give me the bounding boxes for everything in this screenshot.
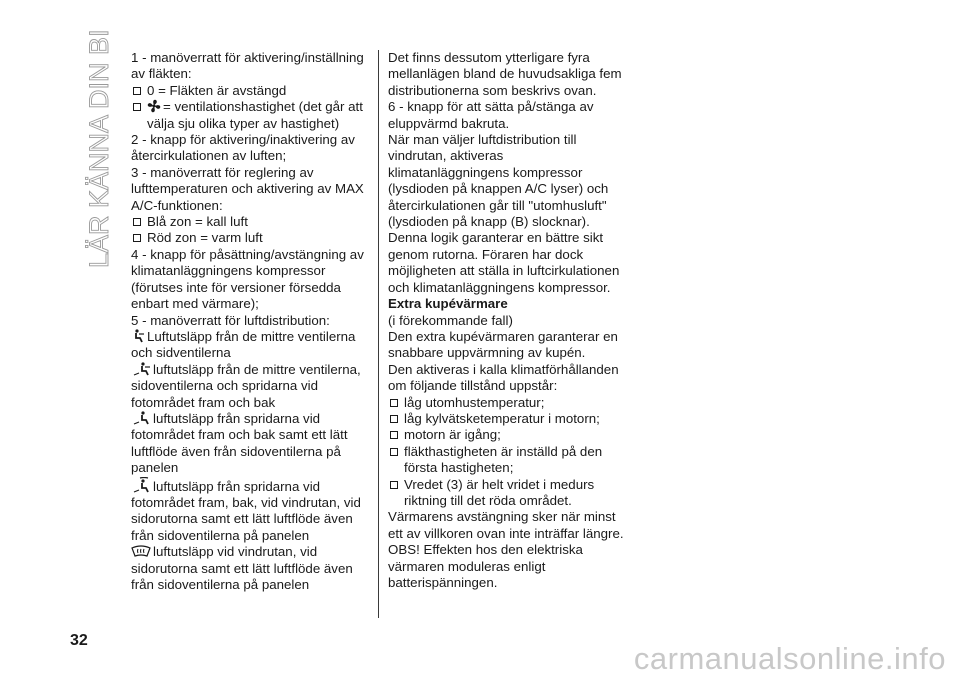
paragraph-rear-window-button: 6 - knapp för att sätta på/stänga av eluppvärmd bakruta. — [388, 99, 594, 131]
distribution-text: luftutsläpp vid vindrutan, vid sidorutorna samt ett lätt luftflöde även från sidoventilerna på panelen — [131, 544, 353, 592]
bullet-text: låg kylvätsketemperatur i motorn; — [404, 410, 600, 426]
paragraph-temperature-knob: 3 - manöverratt för reglering av lufttemperaturen och aktivering av MAX A/C-funktionen: — [131, 164, 364, 213]
chapter-side-tab-text: LÄR KÄNNA DIN BIL — [84, 28, 114, 268]
windshield-defrost-icon — [131, 545, 151, 558]
bullet-text: 0 = Fläkten är avstängd — [147, 82, 287, 98]
distribution-text: luftutsläpp från de mittre ventilerna, sidoventilerna och spridarna vid fotområdet fram och bak — [131, 361, 361, 410]
paragraph-compressor: 4 - knapp för påsättning/avstängning av klimatanläggningens kompressor (förutses inte för versioner försedda enbart med värmare); — [131, 246, 364, 312]
watermark-text: carmanualsonline.info — [633, 641, 946, 676]
distribution-face-feet — [131, 362, 371, 411]
paragraph-distribution-knob: 5 - manöverratt för luftdistribution: — [131, 312, 330, 328]
airflow-feet-icon — [131, 411, 151, 425]
paragraph-note-battery: OBS! Effekten hos den elektriska värmaren moduleras enligt batterispänningen. — [388, 542, 583, 590]
bullet-square-icon — [133, 87, 141, 95]
bullet-fan-off — [131, 83, 371, 99]
bullet-square-icon — [133, 218, 141, 226]
bullet-square-icon — [390, 431, 398, 439]
bullet-square-icon — [390, 448, 398, 456]
bullet-blue-zone — [131, 214, 371, 230]
bullet-square-icon — [390, 399, 398, 407]
paragraph-heater-conditions: Den aktiveras i kalla klimatförhållanden om följande tillstånd uppstår: — [388, 361, 619, 394]
paragraph-heater-description: Den extra kupévärmaren garanterar en snabbare uppvärmning av kupén. — [388, 328, 618, 361]
paragraph-windshield-logic: När man väljer luftdistribution till vindrutan, aktiveras klimatanläggningens kompressor (lysdioden på knappen A/C lyser) och återcirkulationen går till "utomhusluft" (lysdioden på knapp (B) slocknar). Denna logik garanterar en bättre sikt genom rutorna. Föraren har dock möjligheten att ställa in luftcirkulationen och klimatanläggningens kompressor. — [388, 132, 620, 295]
left-column — [131, 50, 371, 593]
bullet-square-icon — [390, 481, 398, 489]
bullet-text: låg utomhustemperatur; — [404, 394, 545, 410]
chapter-side-tab — [66, 28, 126, 268]
distribution-face-vents — [131, 329, 371, 362]
paragraph-recirculation: 2 - knapp för aktivering/inaktivering av återcirkulationen av luften; — [131, 132, 355, 164]
bullet-text: fläkthastigheten är inställd på den första hastigheten; — [404, 443, 603, 476]
distribution-feet — [131, 411, 371, 477]
paragraph-intermediate-positions: Det finns dessutom ytterligare fyra mellanlägen bland de huvudsakliga fem distributionerna som beskrivs ovan. — [388, 50, 622, 98]
paragraph-heater-shutoff: Värmarens avstängning sker när minst ett av villkoren ovan inte inträffar längre. — [388, 509, 624, 541]
bullet-condition — [388, 427, 628, 443]
right-column — [388, 50, 628, 591]
bullet-red-zone — [131, 230, 371, 246]
bullet-condition — [388, 411, 628, 427]
paragraph-fan-knob: 1 - manöverratt för aktivering/inställning av fläkten: — [131, 50, 364, 82]
bullet-text: Vredet (3) är helt vridet i medurs riktning till det röda området. — [404, 476, 595, 508]
bullet-text: motorn är igång; — [404, 427, 501, 443]
bullet-square-icon — [133, 103, 141, 111]
paragraph-if-equipped: (i förekommande fall) — [388, 312, 513, 328]
bullet-square-icon — [390, 415, 398, 423]
bullet-text: Röd zon = varm luft — [147, 230, 263, 246]
distribution-text: luftutsläpp från spridarna vid fotområdet fram, bak, vid vindrutan, vid sidorutorna samt ett lätt luftflöde även från sidoventilerna på panelen — [131, 478, 361, 543]
bullet-condition — [388, 477, 628, 510]
fan-icon — [147, 99, 161, 113]
column-divider — [378, 50, 379, 618]
distribution-text: luftutsläpp från spridarna vid fotområdet fram och bak samt ett lätt luftflöde även från sidoventilerna på panelen — [131, 410, 348, 476]
section-heading-extra-heater: Extra kupévärmare — [388, 296, 508, 312]
page-number: 32 — [70, 632, 88, 649]
bullet-square-icon — [133, 234, 141, 242]
distribution-feet-windshield — [131, 477, 371, 545]
bullet-text: = ventilationshastighet (det går att välja sju olika typer av hastighet) — [147, 99, 363, 131]
distribution-windshield — [131, 544, 371, 593]
bullet-fan-speed — [131, 99, 371, 132]
airflow-face-feet-icon — [131, 362, 151, 376]
airflow-face-icon — [131, 329, 145, 343]
bullet-text: Blå zon = kall luft — [147, 214, 248, 230]
bullet-condition — [388, 444, 628, 477]
airflow-feet-windshield-icon — [131, 477, 151, 493]
bullet-condition — [388, 395, 628, 411]
distribution-text: Luftutsläpp från de mittre ventilerna och sidventilerna — [131, 328, 356, 361]
